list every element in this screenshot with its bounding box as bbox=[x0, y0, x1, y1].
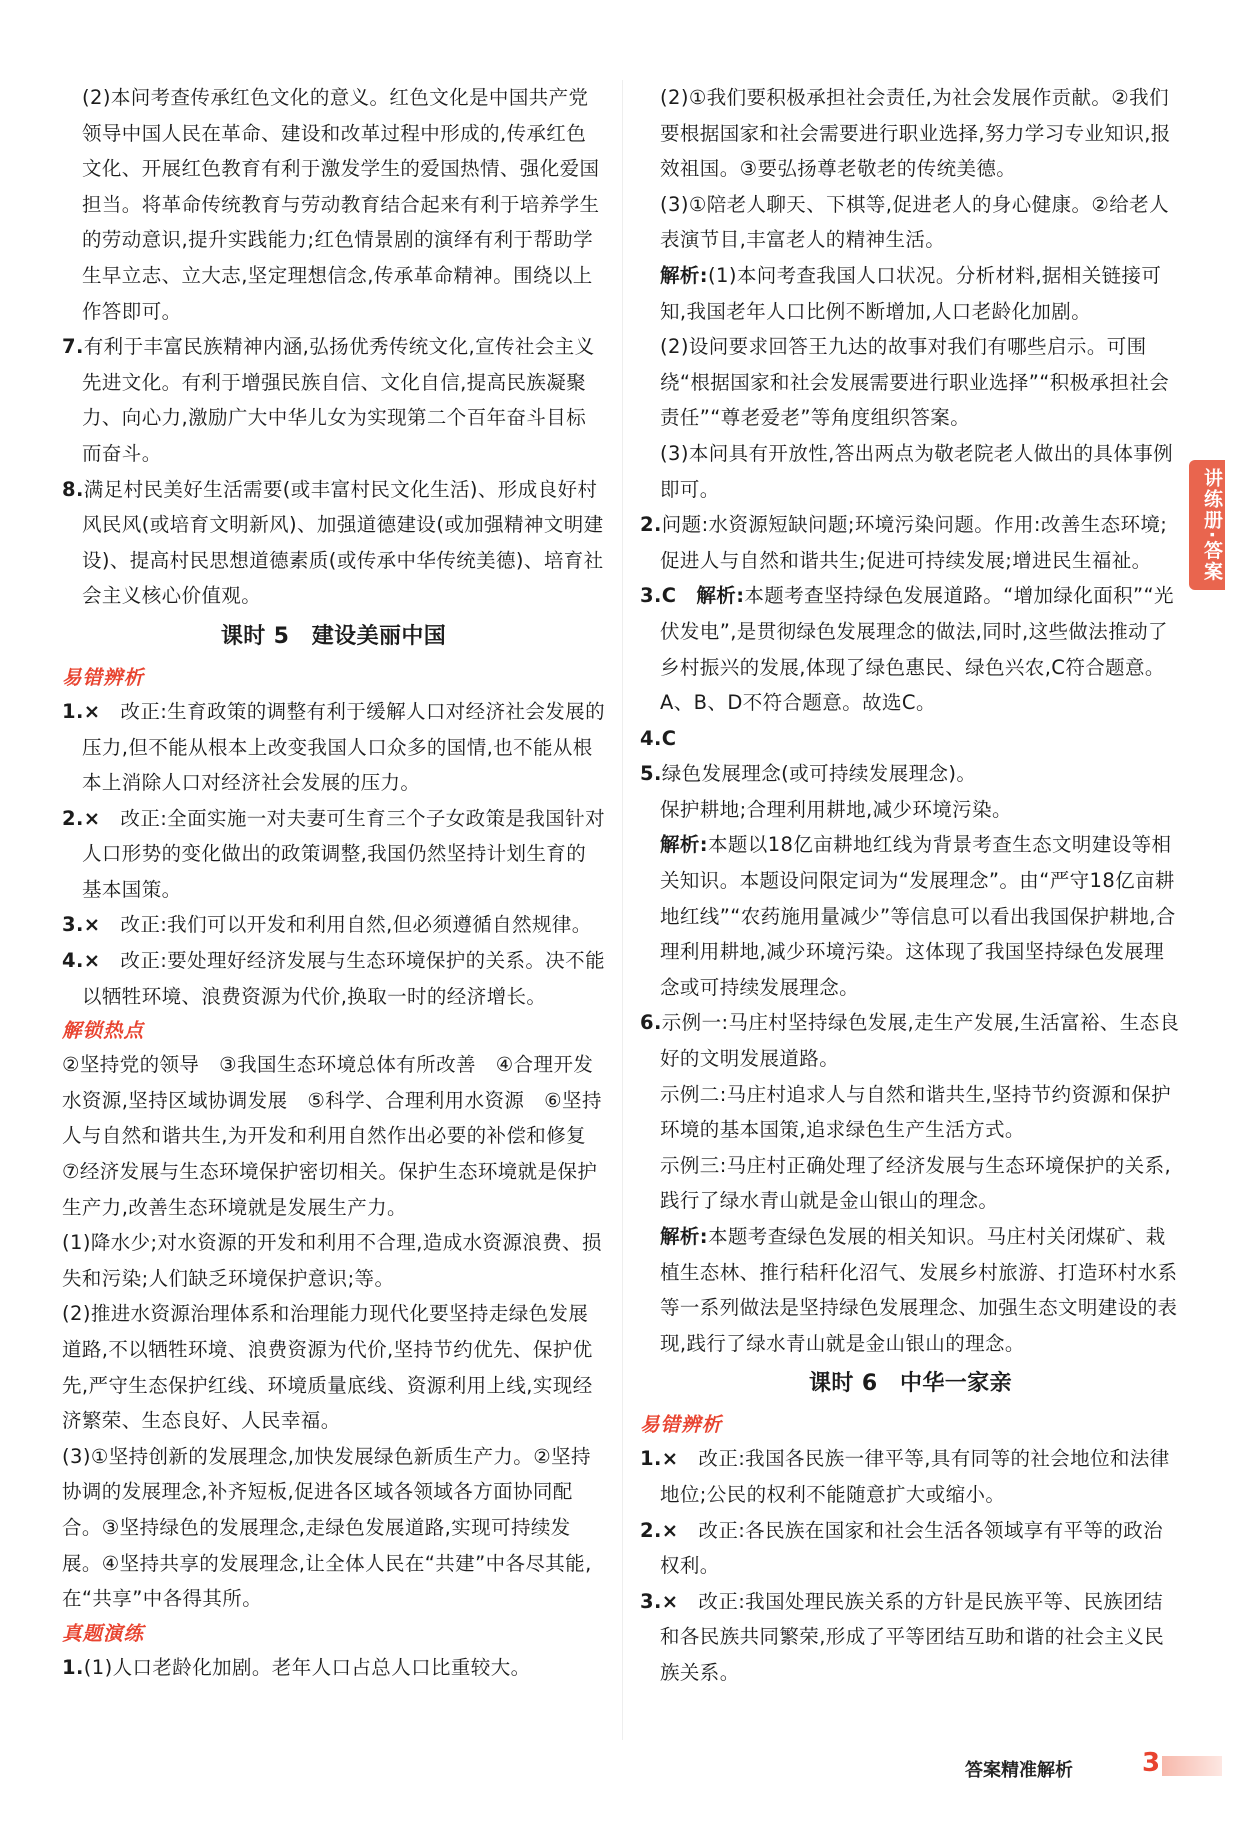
analysis-paragraph bbox=[640, 258, 1181, 329]
item-text: 改正:全面实施一对夫妻可生育三个子女政策是我国针对人口形势的变化做出的政策调整,我国仍然坚持计划生育的基本国策。 bbox=[82, 806, 605, 901]
answer-paragraph: 保护耕地;合理利用耕地,减少环境污染。 bbox=[660, 797, 1012, 821]
section-label-hotspot: 解锁热点 bbox=[62, 1019, 145, 1043]
error-item-2 bbox=[640, 1513, 1181, 1584]
side-tab-label: 讲练册·答案 bbox=[1189, 460, 1225, 590]
item-number: 8. bbox=[62, 477, 84, 501]
error-item-4 bbox=[62, 943, 605, 1014]
exam-item-4 bbox=[640, 721, 1181, 757]
analysis-text: 本题以18亿亩耕地红线为背景考查生态文明建设等相关知识。本题设问限定词为“发展理念”。由“严守18亿亩耕地红线”“农药施用量减少”等信息可以看出我国保护耕地,合理利用耕地,减少环境污染。这体现了我国坚持绿色发展理念或可持续发展理念。 bbox=[660, 833, 1176, 999]
hotspot-paragraph: ②坚持党的领导 ③我国生态环境总体有所改善 ④合理开发水资源,坚持区域协调发展 ⑤科学、合理利用水资源 ⑥坚持人与自然和谐共生,为开发和利用自然作出必要的补偿和修复 ⑦经济发展与生态环境保护密切相关。保护生态环境就是保护生产力,改善生态环境就是发展生产力。 bbox=[62, 1053, 606, 1219]
lesson-heading-5: 课时 5 建设美丽中国 bbox=[220, 623, 447, 649]
answer-item-8 bbox=[62, 472, 605, 614]
item-number: 3.× bbox=[640, 1589, 679, 1613]
item-text: 改正:我国处理民族关系的方针是民族平等、民族团结和各民族共同繁荣,形成了平等团结互助和谐的社会主义民族关系。 bbox=[660, 1589, 1165, 1684]
example-paragraph: 示例三:马庄村正确处理了经济发展与生态环境保护的关系,践行了绿水青山就是金山银山的理念。 bbox=[660, 1153, 1172, 1213]
item-number: 2.× bbox=[62, 806, 101, 830]
item-number: 2.× bbox=[640, 1518, 679, 1542]
item-number: 2. bbox=[640, 513, 662, 537]
item-text: 有利于丰富民族精神内涵,弘扬优秀传统文化,宣传社会主义先进文化。有利于增强民族自信、文化自信,提高民族凝聚力、向心力,激励广大中华儿女为实现第二个百年奋斗目标而奋斗。 bbox=[82, 335, 595, 465]
analysis-label: 解析: bbox=[660, 833, 708, 857]
analysis-paragraph: (2)设问要求回答王九达的故事对我们有哪些启示。可围绕“根据国家和社会发展需要进行职业选择”“积极承担社会责任”“尊老爱老”等角度组织答案。 bbox=[660, 335, 1170, 430]
analysis-paragraph: (3)本问具有开放性,答出两点为敬老院老人做出的具体事例即可。 bbox=[660, 441, 1174, 501]
answer-paragraph: (3)①陪老人聊天、下棋等,促进老人的身心健康。②给老人表演节目,丰富老人的精神生活。 bbox=[660, 192, 1169, 252]
item-number: 3.× bbox=[62, 913, 101, 937]
item-text: 改正:生育政策的调整有利于缓解人口对经济社会发展的压力,但不能从根本上改变我国人口众多的国情,也不能从根本上消除人口对经济社会发展的压力。 bbox=[82, 699, 605, 795]
analysis-label: 解析: bbox=[660, 1225, 708, 1248]
item-number: 6. bbox=[640, 1011, 662, 1035]
item-text: (1)人口老龄化加剧。老年人口占总人口比重较大。 bbox=[83, 1655, 531, 1679]
answer-paragraph: (2)①我们要积极承担社会责任,为社会发展作贡献。②我们要根据国家和社会需要进行职业选择,努力学习专业知识,报效祖国。③要弘扬尊老敬老的传统美德。 bbox=[660, 86, 1171, 181]
left-column bbox=[62, 80, 605, 1685]
example-paragraph: 示例二:马庄村追求人与自然和谐共生,坚持节约资源和保护环境的基本国策,追求绿色生产生活方式。 bbox=[660, 1082, 1172, 1142]
exam-item-6 bbox=[640, 1005, 1181, 1076]
analysis-paragraph bbox=[640, 1219, 1181, 1361]
error-item-1 bbox=[62, 694, 605, 801]
item-number: 7. bbox=[62, 335, 84, 359]
analysis-text: (1)本问考查我国人口状况。分析材料,据相关链接可知,我国老年人口比例不断增加,人口老龄化加剧。 bbox=[660, 263, 1162, 323]
item-text: 示例一:马庄村坚持绿色发展,走生产发展,生活富裕、生态良好的文明发展道路。 bbox=[660, 1011, 1180, 1071]
item-number: 4.× bbox=[62, 949, 101, 973]
hotspot-paragraph: (1)降水少;对水资源的开发和利用不合理,造成水资源浪费、损失和污染;人们缺乏环境保护意识;等。 bbox=[62, 1231, 602, 1290]
error-item-2 bbox=[62, 801, 605, 908]
analysis-paragraph bbox=[640, 827, 1181, 1005]
footer-label: 答案精准解析 bbox=[965, 1760, 1073, 1781]
exam-item-1 bbox=[62, 1650, 605, 1686]
hotspot-paragraph: (2)推进水资源治理体系和治理能力现代化要坚持走绿色发展道路,不以牺牲环境、浪费资源为代价,坚持节约优先、保护优先,严守生态保护红线、环境质量底线、资源利用上线,实现经济繁荣、生态良好、人民幸福。 bbox=[62, 1302, 593, 1433]
item-text: 绿色发展理念(或可持续发展理念)。 bbox=[661, 762, 977, 786]
error-item-1 bbox=[640, 1441, 1181, 1512]
exam-item-5 bbox=[640, 756, 1181, 792]
lesson-heading-6: 课时 6 中华一家亲 bbox=[809, 1371, 1012, 1397]
right-column bbox=[640, 80, 1181, 1691]
hotspot-paragraph: (3)①坚持创新的发展理念,加快发展绿色新质生产力。②坚持协调的发展理念,补齐短板,促进各区域各领域各方面协同配合。③坚持绿色的发展理念,走绿色发展道路,实现可持续发展。④坚持共享的发展理念,让全体人民在“共建”中各尽其能,在“共享”中各得其所。 bbox=[62, 1444, 592, 1611]
exam-item-2 bbox=[640, 507, 1181, 578]
exam-item-3 bbox=[640, 578, 1181, 720]
item-number: 5. bbox=[640, 762, 662, 786]
item-number: 4.C bbox=[640, 726, 677, 750]
item-text: 改正:要处理好经济发展与生态环境保护的关系。决不能以牺牲环境、浪费资源为代价,换取一时的经济增长。 bbox=[82, 949, 605, 1008]
item-text: 改正:各民族在国家和社会生活各领域享有平等的政治权利。 bbox=[660, 1518, 1164, 1578]
item-number: 3.C bbox=[640, 584, 677, 608]
item-number: 1.× bbox=[640, 1447, 679, 1471]
item-text: 改正:我们可以开发和利用自然,但必须遵循自然规律。 bbox=[100, 913, 592, 937]
answer-paragraph: (2)本问考查传承红色文化的意义。红色文化是中国共产党领导中国人民在革命、建设和改革过程中形成的,传承红色文化、开展红色教育有利于激发学生的爱国热情、强化爱国担当。将革命传统教育与劳动教育结合起来有利于培养学生的劳动意识,提升实践能力;红色情景剧的演绎有利于帮助学生早立志、立大志,坚定理想信念,传承革命精神。围绕以上作答即可。 bbox=[82, 86, 600, 323]
item-text: 满足村民美好生活需要(或丰富村民文化生活)、形成良好村风民风(或培育文明新风)、加强道德建设(或加强精神文明建设)、提高村民思想道德素质(或传承中华传统美德)、培育社会主义核心价值观。 bbox=[82, 477, 604, 608]
error-item-3 bbox=[640, 1584, 1181, 1691]
error-item-3 bbox=[62, 907, 605, 943]
section-label-error-analysis: 易错辨析 bbox=[640, 1413, 723, 1437]
analysis-label: 解析: bbox=[660, 263, 708, 287]
item-text: 改正:我国各民族一律平等,具有同等的社会地位和法律地位;公民的权利不能随意扩大或缩小。 bbox=[660, 1447, 1170, 1506]
item-text: 本题考查坚持绿色发展道路。“增加绿化面积”“光伏发电”,是贯彻绿色发展理念的做法,同时,这些做法推动了乡村振兴的发展,体现了绿色惠民、绿色兴农,C符合题意。A、B、D不符合题意。故选C。 bbox=[660, 584, 1174, 715]
analysis-label: 解析: bbox=[676, 584, 745, 608]
answer-item-7 bbox=[62, 329, 605, 471]
section-label-error-analysis: 易错辨析 bbox=[62, 665, 145, 689]
item-number: 1. bbox=[62, 1655, 84, 1679]
column-divider bbox=[622, 80, 623, 1740]
item-text: 问题:水资源短缺问题;环境污染问题。作用:改善生态环境;促进人与自然和谐共生;促进可持续发展;增进民生福祉。 bbox=[660, 513, 1168, 572]
item-number: 1.× bbox=[62, 699, 101, 723]
section-label-exam-practice: 真题演练 bbox=[62, 1621, 145, 1645]
footer-decoration bbox=[1162, 1756, 1222, 1776]
page-number: 3 bbox=[1142, 1748, 1161, 1778]
analysis-text: 本题考查绿色发展的相关知识。马庄村关闭煤矿、栽植生态林、推行秸秆化沼气、发展乡村旅游、打造环村水系等一系列做法是坚持绿色发展理念、加强生态文明建设的表现,践行了绿水青山就是金山银山的理念。 bbox=[660, 1225, 1178, 1355]
